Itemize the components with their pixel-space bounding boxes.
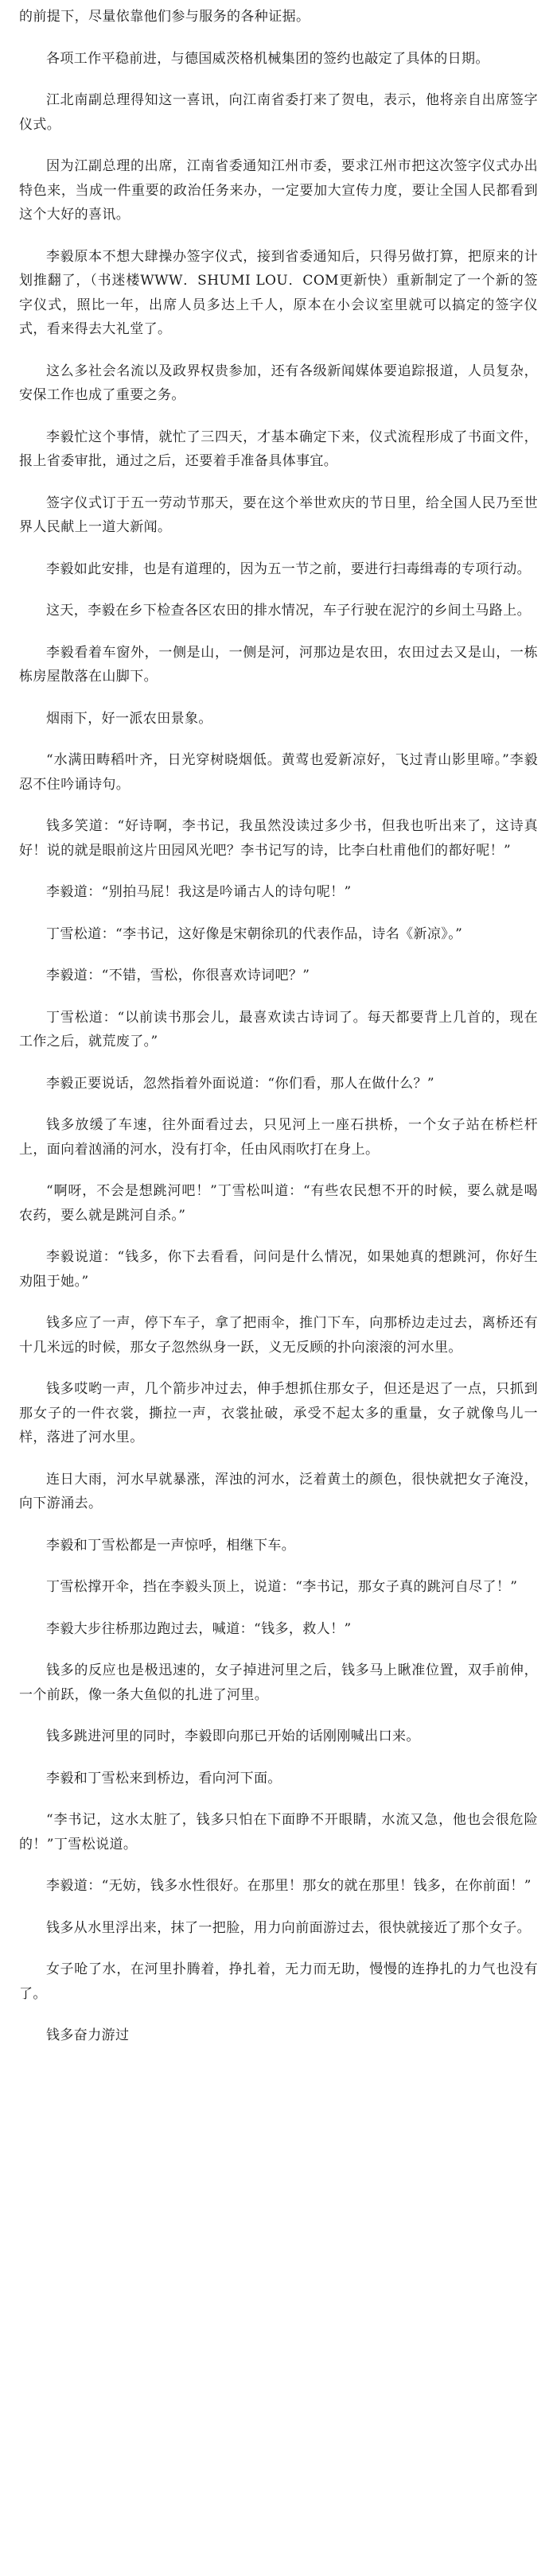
paragraph: 李毅忙这个事情，就忙了三四天，才基本确定下来，仪式流程形成了书面文件，报上省委审批，通过之后，还要着手准备具体事宜。 bbox=[19, 429, 538, 469]
paragraph: 丁雪松道：“以前读书那会儿，最喜欢读古诗词了。每天都要背上几首的，现在工作之后，就荒废了。” bbox=[19, 1009, 538, 1049]
paragraph: 钱多跳进河里的同时，李毅即向那已开始的话刚刚喊出口来。 bbox=[46, 1728, 420, 1744]
paragraph: 各项工作平稳前进，与德国威茨格机械集团的签约也敲定了具体的日期。 bbox=[46, 50, 489, 67]
paragraph: 连日大雨，河水早就暴涨，浑浊的河水，泛着黄土的颜色，很快就把女子淹没，向下游涌去。 bbox=[19, 1471, 538, 1511]
paragraph: 这么多社会名流以及政界权贵参加，还有各级新闻媒体要追踪报道，人员复杂，安保工作也成了重要之务。 bbox=[19, 363, 538, 403]
paragraph: 钱多奋力游过 bbox=[46, 2027, 130, 2043]
paragraph: 李毅大步往桥那边跑过去，喊道：“钱多，救人！” bbox=[46, 1620, 352, 1637]
paragraph: 钱多笑道：“好诗啊，李书记，我虽然没读过多少书，但我也听出来了，这诗真好！说的就是眼前这片田园风光吧？李书记写的诗，比李白杜甫他们的都好呢！” bbox=[19, 818, 538, 859]
paragraph: 钱多应了一声，停下车子，拿了把雨伞，推门下车，向那桥边走过去，离桥还有十几米远的时候，那女子忽然纵身一跃，义无反顾的扑向滚滚的河水里。 bbox=[19, 1315, 538, 1356]
paragraph: “李书记，这水太脏了，钱多只怕在下面睁不开眼睛，水流又急，他也会很危险的！”丁雪松说道。 bbox=[19, 1812, 538, 1852]
paragraph: 李毅道：“不错，雪松，你很喜欢诗词吧？” bbox=[46, 968, 310, 983]
paragraph: 因为江副总理的出席，江南省委通知江州市委，要求江州市把这次签字仪式办出特色来，当成一件重要的政治任务来办，一定要加大宣传力度，要让全国人民都看到这个大好的喜讯。 bbox=[19, 158, 538, 223]
paragraph: 钱多从水里浮出来，抹了一把脸，用力向前面游过去，很快就接近了那个女子。 bbox=[46, 1919, 531, 1936]
paragraph: 丁雪松撑开伞，挡在李毅头顶上，说道：“李书记，那女子真的跳河自尽了！” bbox=[46, 1579, 518, 1595]
paragraph: 的前提下，尽量依靠他们参与服务的各种证据。 bbox=[19, 9, 310, 25]
paragraph: 女子呛了水，在河里扑腾着，挣扎着，无力而无助，慢慢的连挣扎的力气也没有了。 bbox=[19, 1961, 538, 2002]
paragraph: 江北南副总理得知这一喜讯，向江南省委打来了贺电，表示，他将亲自出席签字仪式。 bbox=[19, 92, 538, 133]
paragraph: 烟雨下，好一派农田景象。 bbox=[46, 710, 212, 727]
paragraph: 李毅如此安排，也是有道理的，因为五一节之前，要进行扫毒缉毒的专项行动。 bbox=[46, 561, 531, 577]
paragraph: 李毅道：“别拍马屁！我这是吟诵古人的诗句呢！” bbox=[46, 884, 352, 900]
paragraph: 李毅说道：“钱多，你下去看看，问问是什么情况，如果她真的想跳河，你好生劝阻于她。” bbox=[19, 1249, 538, 1290]
paragraph: 签字仪式订于五一劳动节那天，要在这个举世欢庆的节日里，给全国人民乃至世界人民献上一道大新闻。 bbox=[19, 495, 538, 535]
paragraph: 钱多放缓了车速，往外面看过去，只见河上一座石拱桥，一个女子站在桥栏杆上，面向着汹涌的河水，没有打伞，任由风雨吹打在身上。 bbox=[19, 1117, 538, 1158]
paragraph: 钱多的反应也是极迅速的，女子掉进河里之后，钱多马上瞅准位置，双手前伸，一个前跃，像一条大鱼似的扎进了河里。 bbox=[19, 1662, 538, 1703]
paragraph: 李毅和丁雪松来到桥边，看向河下面。 bbox=[46, 1770, 282, 1787]
paragraph: “水满田畴稻叶齐，日光穿树晓烟低。黄莺也爱新凉好，飞过青山影里啼。”李毅忍不住吟诵诗句。 bbox=[19, 752, 538, 793]
paragraph: 丁雪松道：“李书记，这好像是宋朝徐玑的代表作品，诗名《新凉》。” bbox=[46, 925, 463, 942]
paragraph: 这天，李毅在乡下检查各区农田的排水情况，车子行驶在泥泞的乡间土马路上。 bbox=[46, 603, 531, 619]
paragraph: 李毅道：“无妨，钱多水性很好。在那里！那女的就在那里！钱多，在你前面！” bbox=[46, 1878, 532, 1894]
paragraph: 李毅原本不想大肆操办签字仪式，接到省委通知后，只得另做打算，把原来的计划推翻了，（书迷楼WWW．SHUMI LOU．COM更新快）重新制定了一个新的签字仪式，照比一年，出席人员多达上千人，原本在小会议室里就可以搞定的签字仪式，看来得去大礼堂了。 bbox=[19, 248, 538, 337]
paragraph: 钱多哎哟一声，几个箭步冲过去，伸手想抓住那女子，但还是迟了一点，只抓到那女子的一件衣裳，撕拉一声，衣裳扯破，承受不起太多的重量，女子就像鸟儿一样，落进了河水里。 bbox=[19, 1381, 538, 1445]
paragraph: 李毅正要说话，忽然指着外面说道：“你们看，那人在做什么？” bbox=[46, 1075, 434, 1092]
paragraph: 李毅看着车窗外，一侧是山，一侧是河，河那边是农田，农田过去又是山，一栋栋房屋散落在山脚下。 bbox=[19, 644, 538, 685]
paragraph: “啊呀，不会是想跳河吧！”丁雪松叫道：“有些农民想不开的时候，要么就是喝农药，要么就是跳河自杀。” bbox=[19, 1183, 538, 1224]
paragraph: 李毅和丁雪松都是一声惊呼，相继下车。 bbox=[46, 1537, 296, 1554]
